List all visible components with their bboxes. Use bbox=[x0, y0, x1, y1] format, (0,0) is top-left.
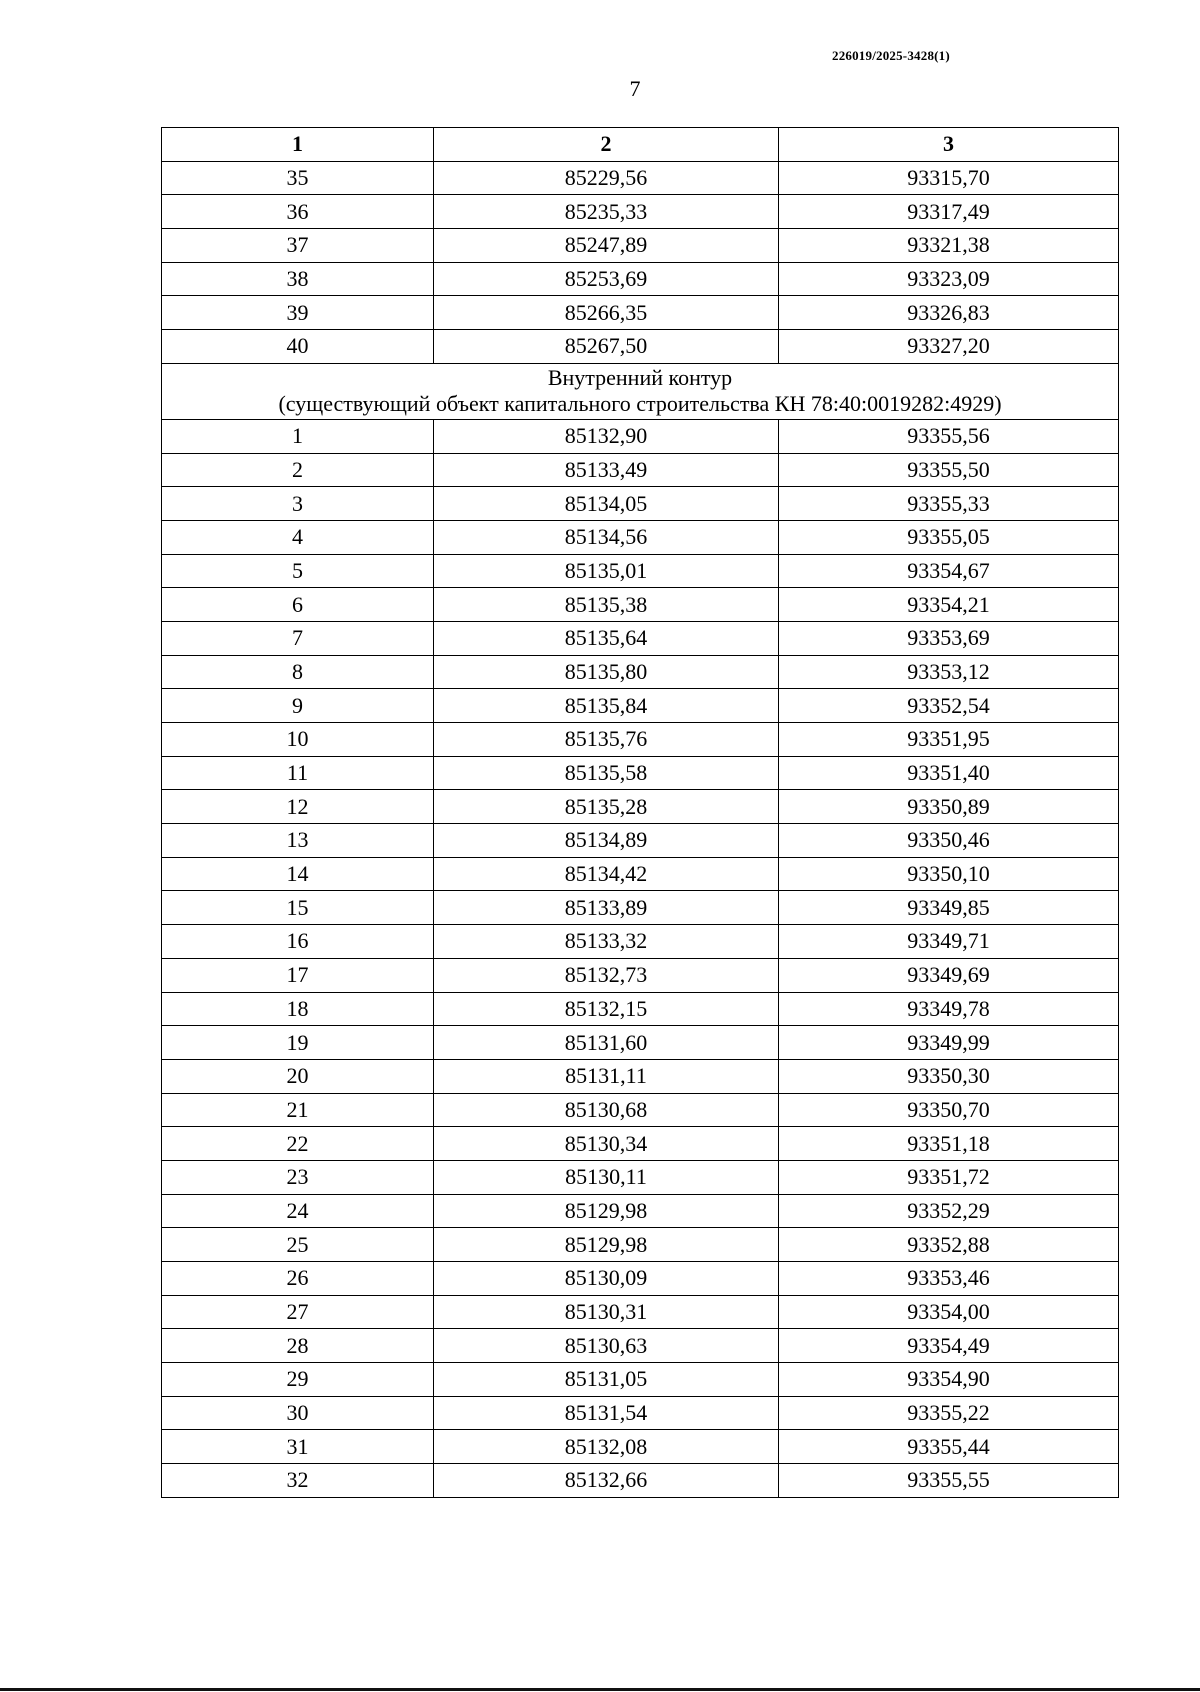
table-row bbox=[162, 756, 1119, 790]
point-number-cell: 4 bbox=[162, 520, 434, 554]
x-coordinate-cell: 85135,84 bbox=[434, 689, 779, 723]
x-coordinate-cell: 85266,35 bbox=[434, 296, 779, 330]
table-row bbox=[162, 1194, 1119, 1228]
x-coordinate-cell: 85133,32 bbox=[434, 925, 779, 959]
table-row bbox=[162, 1093, 1119, 1127]
y-coordinate-cell: 93349,85 bbox=[779, 891, 1119, 925]
y-coordinate-cell: 93353,12 bbox=[779, 655, 1119, 689]
y-coordinate-cell: 93315,70 bbox=[779, 161, 1119, 195]
x-coordinate-cell: 85135,01 bbox=[434, 554, 779, 588]
column-header-1: 1 bbox=[162, 128, 434, 162]
table-row bbox=[162, 554, 1119, 588]
y-coordinate-cell: 93352,88 bbox=[779, 1228, 1119, 1262]
point-number-cell: 20 bbox=[162, 1059, 434, 1093]
x-coordinate-cell: 85134,42 bbox=[434, 857, 779, 891]
x-coordinate-cell: 85130,11 bbox=[434, 1160, 779, 1194]
column-header-2: 2 bbox=[434, 128, 779, 162]
y-coordinate-cell: 93351,18 bbox=[779, 1127, 1119, 1161]
y-coordinate-cell: 93355,05 bbox=[779, 520, 1119, 554]
y-coordinate-cell: 93354,67 bbox=[779, 554, 1119, 588]
x-coordinate-cell: 85130,09 bbox=[434, 1262, 779, 1296]
section-title-cell bbox=[162, 363, 1119, 419]
point-number-cell: 25 bbox=[162, 1228, 434, 1262]
y-coordinate-cell: 93350,89 bbox=[779, 790, 1119, 824]
point-number-cell: 12 bbox=[162, 790, 434, 824]
y-coordinate-cell: 93355,44 bbox=[779, 1430, 1119, 1464]
point-number-cell: 28 bbox=[162, 1329, 434, 1363]
x-coordinate-cell: 85132,08 bbox=[434, 1430, 779, 1464]
y-coordinate-cell: 93321,38 bbox=[779, 229, 1119, 263]
x-coordinate-cell: 85133,49 bbox=[434, 453, 779, 487]
y-coordinate-cell: 93353,69 bbox=[779, 621, 1119, 655]
point-number-cell: 11 bbox=[162, 756, 434, 790]
y-coordinate-cell: 93351,95 bbox=[779, 723, 1119, 757]
y-coordinate-cell: 93350,46 bbox=[779, 824, 1119, 858]
y-coordinate-cell: 93350,10 bbox=[779, 857, 1119, 891]
table-row bbox=[162, 161, 1119, 195]
table-row bbox=[162, 1059, 1119, 1093]
table-row bbox=[162, 1262, 1119, 1296]
column-header-3: 3 bbox=[779, 128, 1119, 162]
point-number-cell: 32 bbox=[162, 1464, 434, 1498]
x-coordinate-cell: 85134,89 bbox=[434, 824, 779, 858]
table-row bbox=[162, 330, 1119, 364]
x-coordinate-cell: 85131,11 bbox=[434, 1059, 779, 1093]
table-body-outer-contour bbox=[162, 161, 1119, 363]
x-coordinate-cell: 85132,66 bbox=[434, 1464, 779, 1498]
x-coordinate-cell: 85253,69 bbox=[434, 262, 779, 296]
table-row bbox=[162, 487, 1119, 521]
point-number-cell: 29 bbox=[162, 1363, 434, 1397]
x-coordinate-cell: 85130,31 bbox=[434, 1295, 779, 1329]
y-coordinate-cell: 93349,69 bbox=[779, 958, 1119, 992]
x-coordinate-cell: 85129,98 bbox=[434, 1228, 779, 1262]
point-number-cell: 24 bbox=[162, 1194, 434, 1228]
point-number-cell: 22 bbox=[162, 1127, 434, 1161]
x-coordinate-cell: 85134,56 bbox=[434, 520, 779, 554]
point-number-cell: 31 bbox=[162, 1430, 434, 1464]
point-number-cell: 6 bbox=[162, 588, 434, 622]
point-number-cell: 26 bbox=[162, 1262, 434, 1296]
y-coordinate-cell: 93350,30 bbox=[779, 1059, 1119, 1093]
x-coordinate-cell: 85267,50 bbox=[434, 330, 779, 364]
x-coordinate-cell: 85129,98 bbox=[434, 1194, 779, 1228]
table-row bbox=[162, 1160, 1119, 1194]
x-coordinate-cell: 85135,64 bbox=[434, 621, 779, 655]
table-row bbox=[162, 1363, 1119, 1397]
x-coordinate-cell: 85132,90 bbox=[434, 419, 779, 453]
point-number-cell: 30 bbox=[162, 1396, 434, 1430]
point-number-cell: 14 bbox=[162, 857, 434, 891]
y-coordinate-cell: 93353,46 bbox=[779, 1262, 1119, 1296]
x-coordinate-cell: 85135,28 bbox=[434, 790, 779, 824]
point-number-cell: 36 bbox=[162, 195, 434, 229]
point-number-cell: 8 bbox=[162, 655, 434, 689]
x-coordinate-cell: 85130,34 bbox=[434, 1127, 779, 1161]
table-row bbox=[162, 621, 1119, 655]
y-coordinate-cell: 93354,90 bbox=[779, 1363, 1119, 1397]
x-coordinate-cell: 85135,80 bbox=[434, 655, 779, 689]
table-row bbox=[162, 1295, 1119, 1329]
x-coordinate-cell: 85235,33 bbox=[434, 195, 779, 229]
coordinates-table bbox=[161, 127, 1119, 1498]
x-coordinate-cell: 85247,89 bbox=[434, 229, 779, 263]
y-coordinate-cell: 93355,50 bbox=[779, 453, 1119, 487]
y-coordinate-cell: 93326,83 bbox=[779, 296, 1119, 330]
y-coordinate-cell: 93317,49 bbox=[779, 195, 1119, 229]
point-number-cell: 39 bbox=[162, 296, 434, 330]
section-subtitle: (существующий объект капитального строительства КН 78:40:0019282:4929) bbox=[278, 391, 1002, 417]
table-row bbox=[162, 891, 1119, 925]
table-row bbox=[162, 958, 1119, 992]
point-number-cell: 17 bbox=[162, 958, 434, 992]
table-row bbox=[162, 790, 1119, 824]
table-row bbox=[162, 1464, 1119, 1498]
point-number-cell: 21 bbox=[162, 1093, 434, 1127]
table-row bbox=[162, 262, 1119, 296]
table-row bbox=[162, 195, 1119, 229]
point-number-cell: 7 bbox=[162, 621, 434, 655]
y-coordinate-cell: 93354,21 bbox=[779, 588, 1119, 622]
point-number-cell: 35 bbox=[162, 161, 434, 195]
y-coordinate-cell: 93352,29 bbox=[779, 1194, 1119, 1228]
table-section-header bbox=[162, 363, 1119, 419]
y-coordinate-cell: 93349,78 bbox=[779, 992, 1119, 1026]
table-row bbox=[162, 925, 1119, 959]
table-row bbox=[162, 419, 1119, 453]
table-row bbox=[162, 1430, 1119, 1464]
y-coordinate-cell: 93352,54 bbox=[779, 689, 1119, 723]
section-title: Внутренний контур bbox=[547, 365, 733, 391]
y-coordinate-cell: 93350,70 bbox=[779, 1093, 1119, 1127]
point-number-cell: 27 bbox=[162, 1295, 434, 1329]
x-coordinate-cell: 85131,60 bbox=[434, 1026, 779, 1060]
y-coordinate-cell: 93349,71 bbox=[779, 925, 1119, 959]
y-coordinate-cell: 93323,09 bbox=[779, 262, 1119, 296]
table-row bbox=[162, 1329, 1119, 1363]
y-coordinate-cell: 93355,55 bbox=[779, 1464, 1119, 1498]
x-coordinate-cell: 85135,58 bbox=[434, 756, 779, 790]
y-coordinate-cell: 93354,00 bbox=[779, 1295, 1119, 1329]
x-coordinate-cell: 85135,76 bbox=[434, 723, 779, 757]
point-number-cell: 9 bbox=[162, 689, 434, 723]
table-row bbox=[162, 723, 1119, 757]
x-coordinate-cell: 85135,38 bbox=[434, 588, 779, 622]
table-row bbox=[162, 1026, 1119, 1060]
point-number-cell: 5 bbox=[162, 554, 434, 588]
x-coordinate-cell: 85229,56 bbox=[434, 161, 779, 195]
point-number-cell: 1 bbox=[162, 419, 434, 453]
table-row bbox=[162, 1228, 1119, 1262]
table-row bbox=[162, 520, 1119, 554]
table-row bbox=[162, 1127, 1119, 1161]
point-number-cell: 19 bbox=[162, 1026, 434, 1060]
point-number-cell: 23 bbox=[162, 1160, 434, 1194]
page-bottom-border bbox=[0, 1688, 1200, 1691]
point-number-cell: 18 bbox=[162, 992, 434, 1026]
table-header-row bbox=[162, 128, 1119, 162]
y-coordinate-cell: 93351,72 bbox=[779, 1160, 1119, 1194]
point-number-cell: 15 bbox=[162, 891, 434, 925]
x-coordinate-cell: 85133,89 bbox=[434, 891, 779, 925]
x-coordinate-cell: 85131,05 bbox=[434, 1363, 779, 1397]
document-number: 226019/2025-3428(1) bbox=[832, 48, 950, 63]
y-coordinate-cell: 93351,40 bbox=[779, 756, 1119, 790]
table-row bbox=[162, 296, 1119, 330]
x-coordinate-cell: 85132,73 bbox=[434, 958, 779, 992]
table-row bbox=[162, 229, 1119, 263]
y-coordinate-cell: 93355,33 bbox=[779, 487, 1119, 521]
point-number-cell: 37 bbox=[162, 229, 434, 263]
x-coordinate-cell: 85131,54 bbox=[434, 1396, 779, 1430]
page-number: 7 bbox=[629, 76, 641, 101]
table-row bbox=[162, 1396, 1119, 1430]
x-coordinate-cell: 85130,63 bbox=[434, 1329, 779, 1363]
point-number-cell: 10 bbox=[162, 723, 434, 757]
table-row bbox=[162, 588, 1119, 622]
table-row bbox=[162, 453, 1119, 487]
point-number-cell: 13 bbox=[162, 824, 434, 858]
table-row bbox=[162, 992, 1119, 1026]
point-number-cell: 16 bbox=[162, 925, 434, 959]
table-body-inner-contour bbox=[162, 419, 1119, 1497]
x-coordinate-cell: 85130,68 bbox=[434, 1093, 779, 1127]
table-row bbox=[162, 689, 1119, 723]
section-row bbox=[162, 363, 1119, 419]
y-coordinate-cell: 93355,56 bbox=[779, 419, 1119, 453]
table-row bbox=[162, 655, 1119, 689]
point-number-cell: 40 bbox=[162, 330, 434, 364]
y-coordinate-cell: 93355,22 bbox=[779, 1396, 1119, 1430]
point-number-cell: 2 bbox=[162, 453, 434, 487]
y-coordinate-cell: 93327,20 bbox=[779, 330, 1119, 364]
point-number-cell: 3 bbox=[162, 487, 434, 521]
x-coordinate-cell: 85132,15 bbox=[434, 992, 779, 1026]
y-coordinate-cell: 93354,49 bbox=[779, 1329, 1119, 1363]
point-number-cell: 38 bbox=[162, 262, 434, 296]
y-coordinate-cell: 93349,99 bbox=[779, 1026, 1119, 1060]
table-row bbox=[162, 857, 1119, 891]
table-row bbox=[162, 824, 1119, 858]
x-coordinate-cell: 85134,05 bbox=[434, 487, 779, 521]
